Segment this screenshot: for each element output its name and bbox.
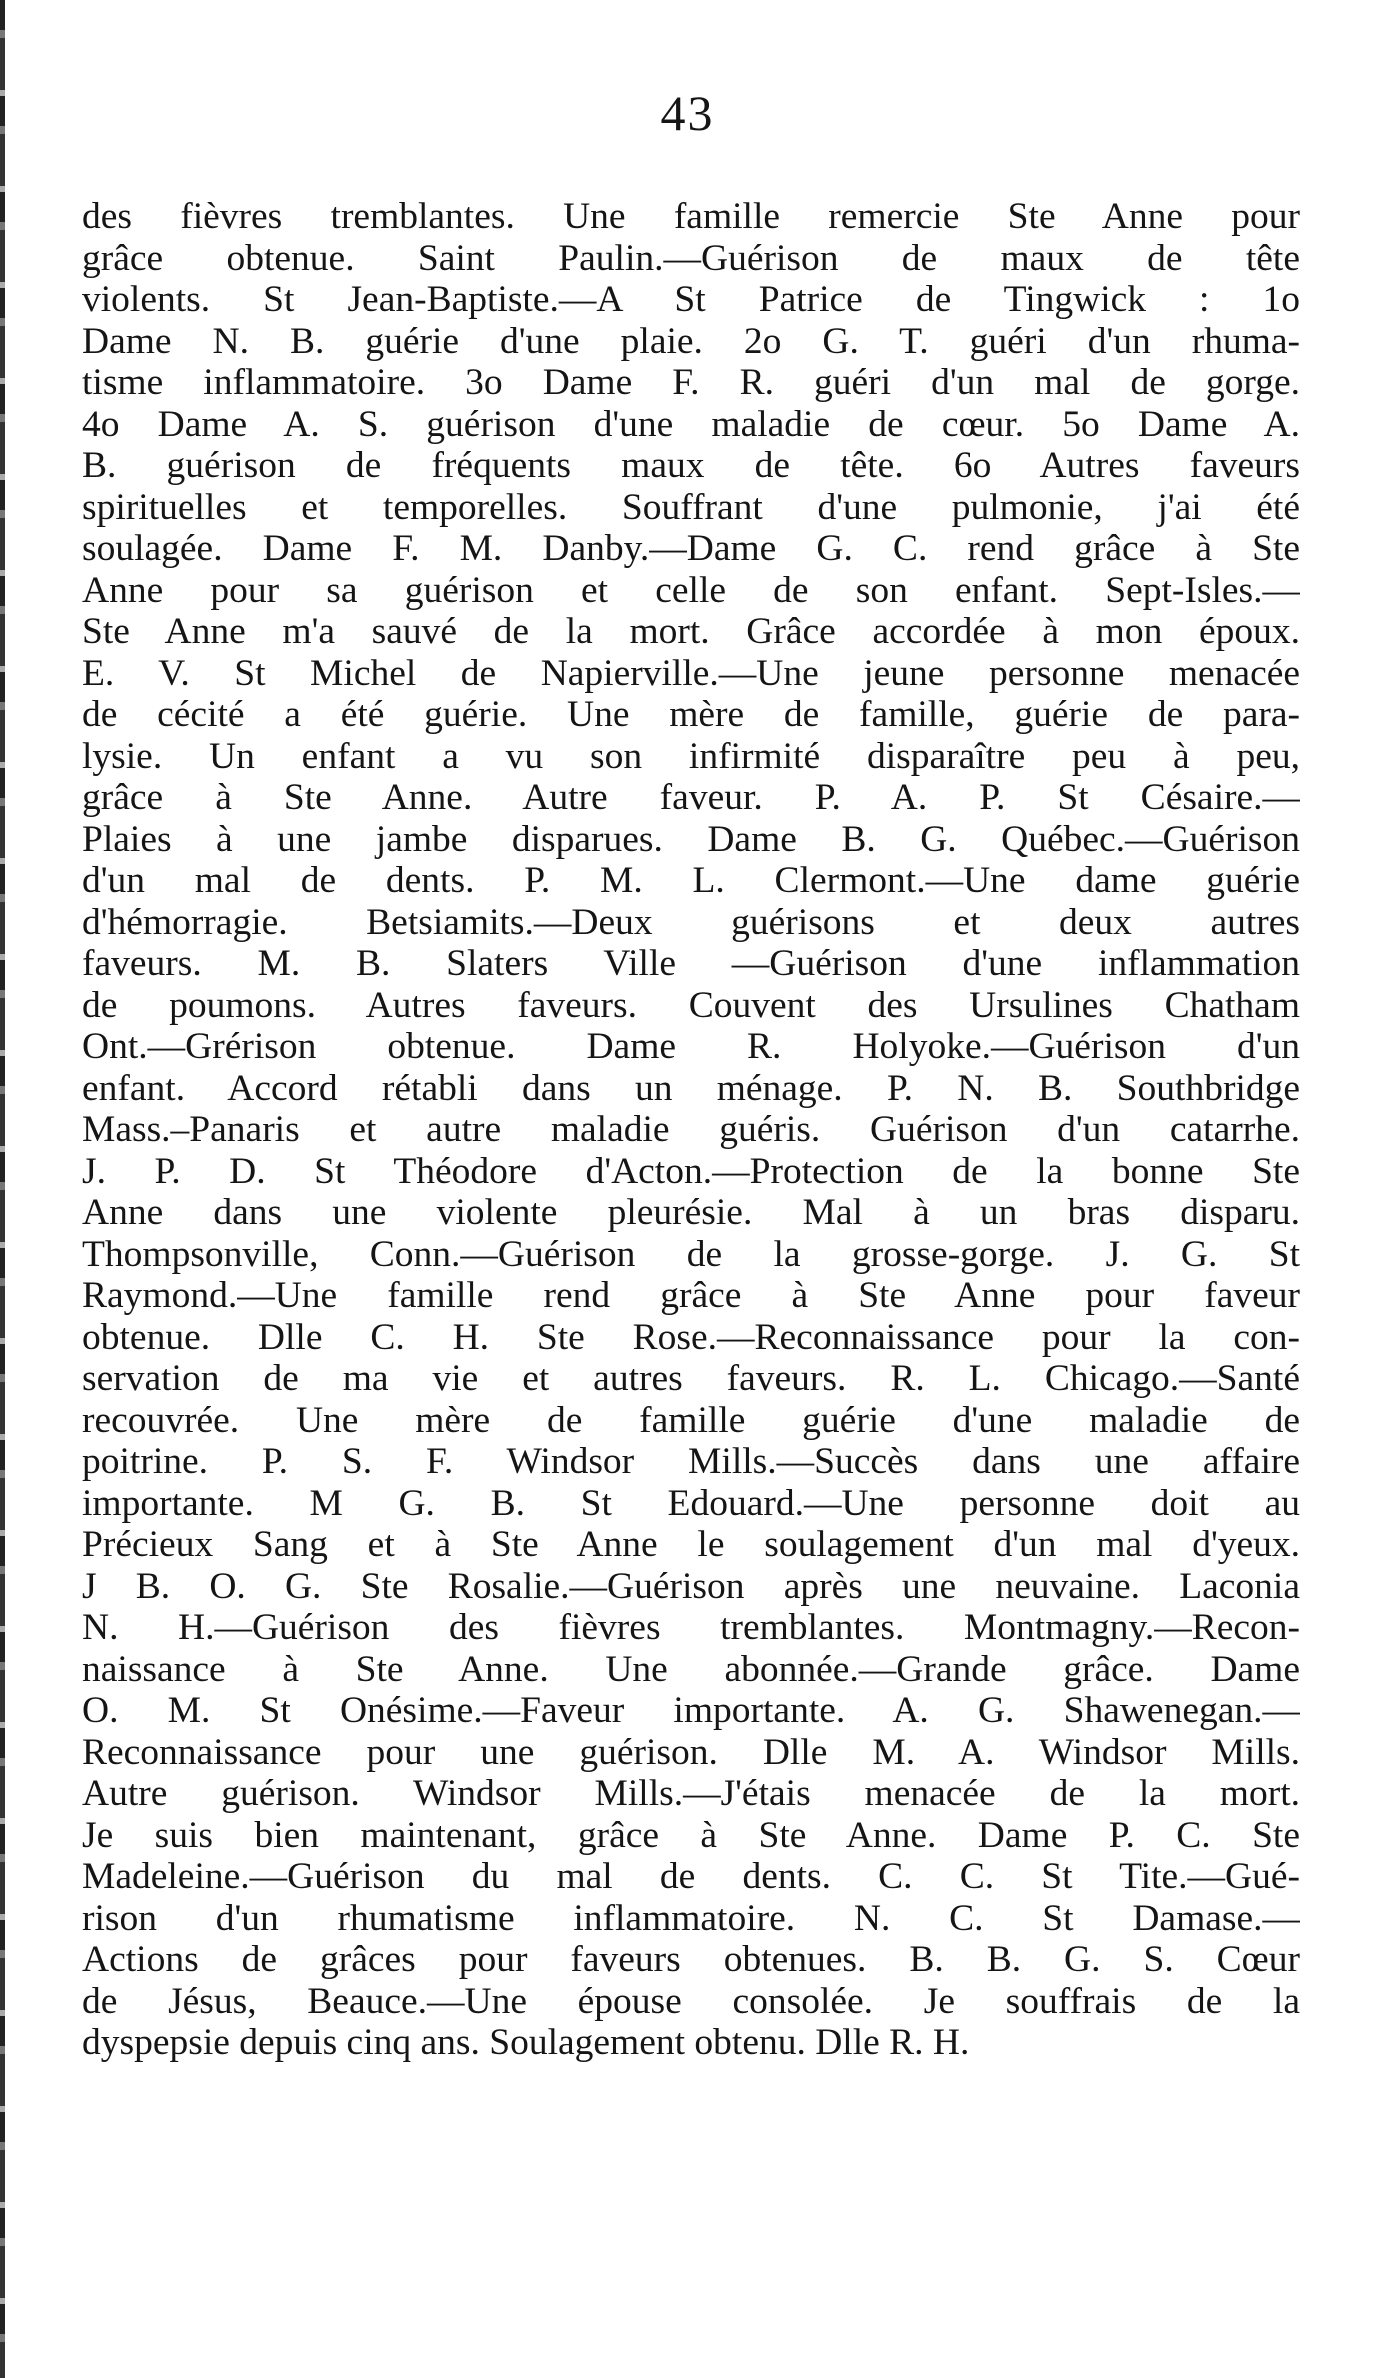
text-line-16: Plaies à une jambe disparues. Dame B. G. Québec.—Guérison [82,818,1300,860]
text-line-35: N. H.—Guérison des fièvres tremblantes. Montmagny.—Recon- [82,1607,1300,1648]
text-line-41: Madeleine.—Guérison du mal de dents. C. C. St Tite.—Gué- [82,1856,1300,1897]
text-line-34: J B. O. G. Ste Rosalie.—Guérison après une neuvaine. Laconia [82,1565,1300,1607]
text-line-39: Autre guérison. Windsor Mills.—J'étais menacée de la mort. [82,1773,1300,1814]
text-line-28: obtenue. Dlle C. H. Ste Rose.—Reconnaissance pour la con- [82,1316,1300,1358]
text-line-8: spirituelles et temporelles. Souffrant d'une pulmonie, j'ai été [82,486,1300,528]
text-line-43: Actions de grâces pour faveurs obtenues. B. B. G. S. Cœur [82,1939,1300,1980]
text-line-31: poitrine. P. S. F. Windsor Mills.—Succès dans une affaire [82,1441,1300,1482]
page-number: 43 [660,85,715,141]
text-line-18: d'hémorragie. Betsiamits.—Deux guérisons et deux autres [82,901,1300,943]
text-line-23: Mass.–Panaris et autre maladie guéris. Guérison d'un catarrhe. [82,1109,1300,1150]
text-line-32: importante. M G. B. St Edouard.—Une personne doit au [82,1482,1300,1524]
text-line-26: Thompsonville, Conn.—Guérison de la grosse-gorge. J. G. St [82,1233,1300,1275]
text-line-45: dyspepsie depuis cinq ans. Soulagement obtenu. Dlle R. H. [82,2022,970,2063]
text-line-3: violents. St Jean-Baptiste.—A St Patrice de Tingwick : 1o [82,279,1300,320]
text-line-44: de Jésus, Beauce.—Une épouse consolée. Je souffrais de la [82,1980,1300,2022]
text-line-29: servation de ma vie et autres faveurs. R. L. Chicago.—Santé [82,1358,1300,1399]
text-line-13: de cécité a été guérie. Une mère de famille, guérie de para- [82,694,1300,735]
page-edge-scan-artifact [0,0,5,2378]
text-line-9: soulagée. Dame F. M. Danby.—Dame G. C. rend grâce à Ste [82,528,1300,569]
text-line-15: grâce à Ste Anne. Autre faveur. P. A. P. St Césaire.— [82,777,1300,818]
text-line-5: tisme inflammatoire. 3o Dame F. R. guéri d'un mal de gorge. [82,362,1300,403]
text-line-17: d'un mal de dents. P. M. L. Clermont.—Une dame guérie [82,860,1300,901]
text-line-11: Ste Anne m'a sauvé de la mort. Grâce accordée à mon époux. [82,611,1300,652]
text-line-12: E. V. St Michel de Napierville.—Une jeune personne menacée [82,652,1300,694]
text-line-42: rison d'un rhumatisme inflammatoire. N. C. St Damase.— [82,1897,1300,1939]
text-line-2: grâce obtenue. Saint Paulin.—Guérison de maux de tête [82,237,1300,279]
text-line-14: lysie. Un enfant a vu son infirmité disparaître peu à peu, [82,735,1300,777]
text-line-21: Ont.—Grérison obtenue. Dame R. Holyoke.—Guérison d'un [82,1026,1300,1067]
text-line-24: J. P. D. St Théodore d'Acton.—Protection de la bonne Ste [82,1150,1300,1192]
text-line-30: recouvrée. Une mère de famille guérie d'une maladie de [82,1399,1300,1441]
text-line-33: Précieux Sang et à Ste Anne le soulagement d'un mal d'yeux. [82,1524,1300,1565]
text-line-27: Raymond.—Une famille rend grâce à Ste Anne pour faveur [82,1275,1300,1316]
text-line-10: Anne pour sa guérison et celle de son enfant. Sept-Isles.— [82,569,1300,611]
text-line-20: de poumons. Autres faveurs. Couvent des Ursulines Chatham [82,984,1300,1026]
text-line-37: O. M. St Onésime.—Faveur importante. A. G. Shawenegan.— [82,1690,1300,1731]
body-text [82,196,1300,2064]
text-line-6: 4o Dame A. S. guérison d'une maladie de cœur. 5o Dame A. [82,403,1300,445]
text-line-1: des fièvres tremblantes. Une famille remercie Ste Anne pour [82,196,1300,237]
text-line-36: naissance à Ste Anne. Une abonnée.—Grande grâce. Dame [82,1648,1300,1690]
text-line-19: faveurs. M. B. Slaters Ville —Guérison d'une inflammation [82,943,1300,984]
text-line-4: Dame N. B. guérie d'une plaie. 2o G. T. guéri d'un rhuma- [82,320,1300,362]
text-line-22: enfant. Accord rétabli dans un ménage. P. N. B. Southbridge [82,1067,1300,1109]
text-line-25: Anne dans une violente pleurésie. Mal à un bras disparu. [82,1192,1300,1233]
text-line-38: Reconnaissance pour une guérison. Dlle M. A. Windsor Mills. [82,1731,1300,1773]
text-line-7: B. guérison de fréquents maux de tête. 6o Autres faveurs [82,445,1300,486]
text-line-40: Je suis bien maintenant, grâce à Ste Anne. Dame P. C. Ste [82,1814,1300,1856]
